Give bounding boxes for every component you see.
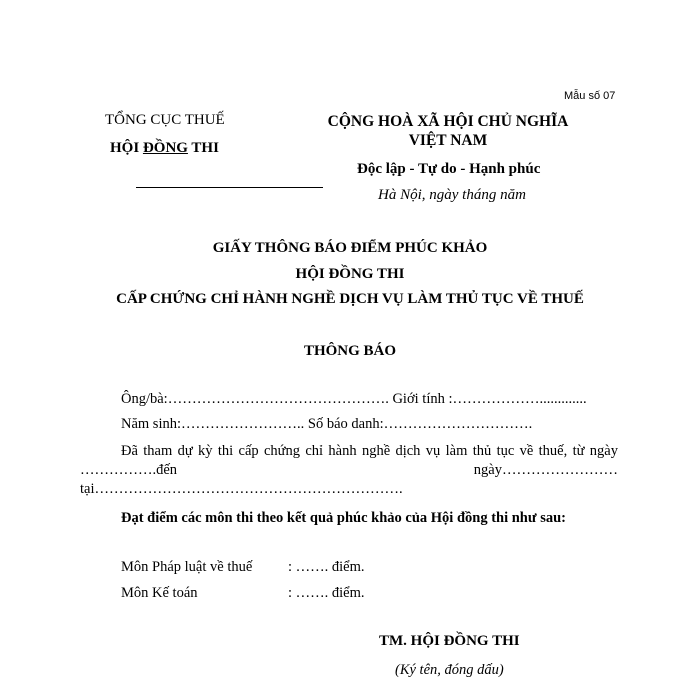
results-lead: Đạt điểm các môn thi theo kết quả phúc khảo của Hội đồng thi như sau: bbox=[121, 510, 566, 526]
document-title-line-2: HỘI ĐỒNG THI bbox=[295, 266, 405, 282]
nation-heading: CỘNG HOÀ XÃ HỘI CHỦ NGHĨA VIỆT NAM bbox=[327, 113, 569, 149]
signature-title: TM. HỘI ĐỒNG THI bbox=[379, 633, 520, 649]
document-title-line-1: GIẤY THÔNG BÁO ĐIỂM PHÚC KHẢO bbox=[212, 240, 488, 256]
place-date: Hà Nội, ngày tháng năm bbox=[378, 187, 526, 203]
birth-year-candidate-number-field: Năm sinh:…………………….. Số báo danh:…………………………. bbox=[121, 416, 533, 432]
subject-name: Môn Pháp luật về thuế bbox=[121, 559, 253, 575]
document-title-line-3: CẤP CHỨNG CHỈ HÀNH NGHỀ DỊCH VỤ LÀM THỦ TỤC VỀ THUẾ bbox=[116, 291, 584, 307]
subject-score: : ……. điểm. bbox=[288, 559, 365, 575]
notice-heading: THÔNG BÁO bbox=[303, 343, 397, 359]
agency-name: TỔNG CỤC THUẾ bbox=[105, 112, 225, 128]
council-name-prefix: HỘI bbox=[110, 140, 143, 156]
council-name bbox=[110, 140, 219, 157]
council-name-underlined: ĐỒNG bbox=[142, 140, 188, 156]
motto: Độc lập - Tự do - Hạnh phúc bbox=[357, 161, 541, 177]
header-divider bbox=[136, 187, 323, 188]
subject-name: Môn Kế toán bbox=[121, 585, 198, 601]
council-name-suffix: THI bbox=[187, 140, 219, 156]
signature-note: (Ký tên, đóng dấu) bbox=[395, 662, 504, 678]
name-gender-field: Ông/bà:………………………………………. Giới tính :………………............. bbox=[121, 391, 587, 407]
form-code: Mẫu số 07 bbox=[564, 90, 616, 102]
exam-participation-paragraph: Đã tham dự kỳ thi cấp chứng chỉ hành nghề dịch vụ làm thủ tục về thuế, từ ngày …………….đến ngày……………………tại………………………………………………………. bbox=[80, 443, 618, 497]
subject-score: : ……. điểm. bbox=[288, 585, 365, 601]
